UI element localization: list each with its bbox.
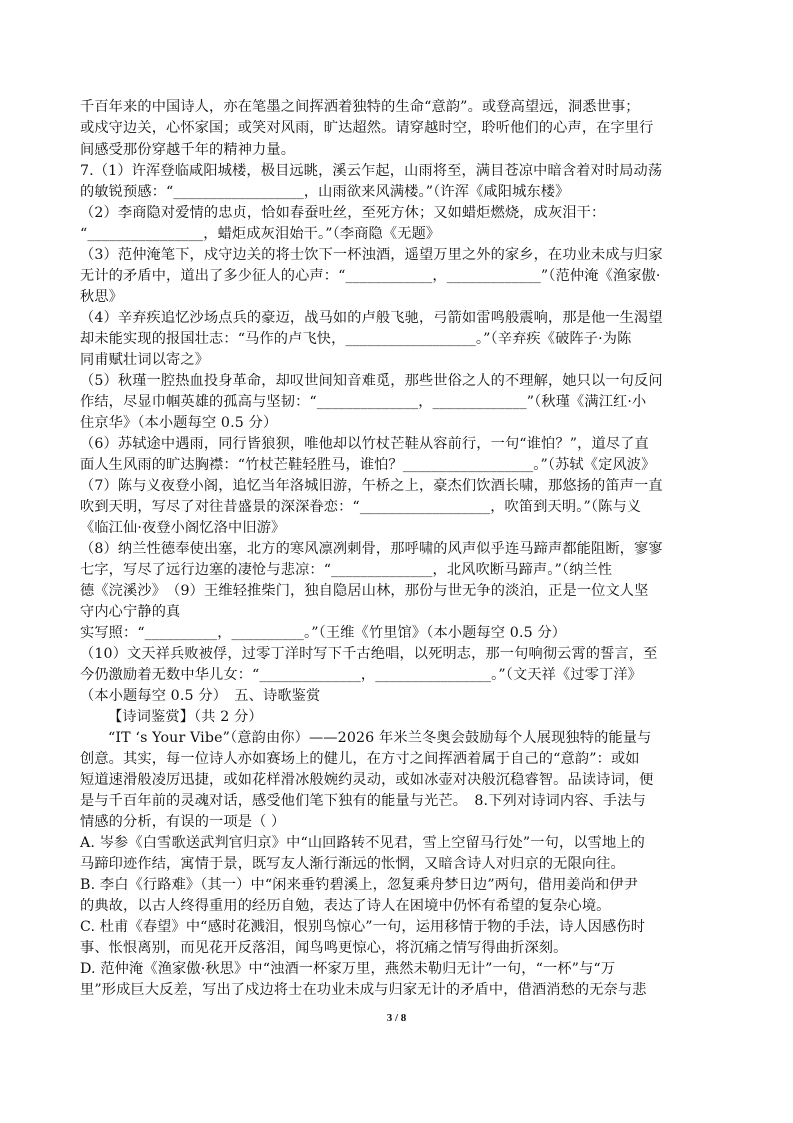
- text-line: 是与千百年前的灵魂对话，感受他们笔下独有的能量与光芒。 8.下列对诗词内容、手法与: [80, 793, 646, 809]
- text-line: 面人生风雨的旷达胸襟：“竹杖芒鞋轻胜马，谁怕？__________________。”（苏轼《定风波》: [80, 457, 656, 473]
- text-line: 同甫赋壮词以寄之》: [80, 352, 210, 368]
- text-line: （4）辛弃疾追忆沙场点兵的豪迈，战马如的卢般飞驰，弓箭如雷鸣般震响，那是他一生渴望: [80, 310, 663, 326]
- text-line: 作结，尽显巾帼英雄的孤高与坚韧：“______________，_____________”（秋瑾《满江红·小: [80, 394, 647, 410]
- text-line: 间感受那份穿越千年的精神力量。: [80, 142, 296, 158]
- text-line: 七字，写尽了远行边塞的凄怆与悲凉：“______________，北风吹断马蹄声。”（纳兰性: [80, 562, 613, 578]
- text-line: （8）纳兰性德奉使出塞，北方的寒风凛冽刺骨，那呼啸的风声似乎连马蹄声都能阻断，寥寥: [80, 541, 663, 557]
- text-line: 实写照：“__________，__________。”（王维《竹里馆》（本小题每空 0.5 分）: [80, 625, 567, 641]
- text-line: 的典故，以古人终得重用的经历自勉，表达了诗人在困境中仍怀有希望的复杂心境。: [80, 898, 611, 914]
- text-line: （10）文天祥兵败被俘，过零丁洋时写下千古绝唱，以死明志，那一句响彻云霄的誓言，至: [80, 646, 658, 662]
- text-line: 《临江仙·夜登小阁忆洛中旧游》: [80, 520, 286, 536]
- text-line: 里”形成巨大反差，写出了戍边将士在功业未成与归家无计的矛盾中，借酒消愁的无奈与悲: [80, 982, 647, 998]
- text-line: （3）范仲淹笔下，戍守边关的将士饮下一杯浊酒，遥望万里之外的家乡，在功业未成与归家: [80, 247, 663, 263]
- text-line: 今仍激励着无数中华儿女：“______________，________________。”（文天祥《过零丁洋》: [80, 667, 643, 683]
- text-line: （2）李商隐对爱情的忠贞，恰如春蚕吐丝，至死方休；又如蜡炬燃烧，成灰泪干：: [80, 205, 606, 221]
- text-line: （6）苏轼途中遇雨，同行皆狼狈，唯他却以竹杖芒鞋从容前行，一句“谁怕？”，道尽了直: [80, 436, 649, 452]
- text-line: 吹到天明，写尽了对往昔盛景的深深眷恋：“__________________，吹笛到天明。”（陈与义: [80, 499, 642, 515]
- text-line: 守内心宁静的真: [80, 604, 181, 620]
- text-line: 7.（1）许浑登临咸阳城楼，极目远眺，溪云乍起，山雨将至，满目苍凉中暗含着对时局动荡: [80, 163, 663, 179]
- text-line: 马蹄印迹作结，寓情于景，既写友人渐行渐远的怅惘，又暗含诗人对归京的无限向往。: [80, 856, 625, 872]
- text-line: 事、怅恨离别，而见花开反落泪，闻鸟鸣更惊心，将沉痛之情写得曲折深刻。: [80, 940, 568, 956]
- text-line: 无计的矛盾中，道出了多少征人的心声：“____________，_____________”（范仲淹《渔家傲·: [80, 268, 661, 284]
- text-line: 却未能实现的报国壮志：“马作的卢飞快，__________________。”（辛弃疾《破阵子·为陈: [80, 331, 632, 347]
- text-line: 创意。其实，每一位诗人亦如赛场上的健儿，在方寸之间挥洒着属于自己的“意韵”：或如: [80, 751, 640, 767]
- option-b: B. 李白《行路难》（其一）中“闲来垂钓碧溪上，忽复乘舟梦日边”两句，借用姜尚和伊尹: [80, 877, 639, 893]
- text-line: 短道速滑般凌厉迅捷，或如花样滑冰般婉约灵动，或如冰壶对决般沉稳睿智。品读诗词，便: [80, 772, 654, 788]
- text-line: 千百年来的中国诗人，亦在笔墨之间挥洒着独特的生命“意韵”。或登高望远，洞悉世事；: [80, 99, 640, 115]
- page-number: 3 / 8: [386, 1012, 407, 1024]
- text-line: 秋思》: [80, 289, 124, 305]
- text-line: （5）秋瑾一腔热血投身革命，却叹世间知音难觅，那些世俗之人的不理解，她只以一句反问: [80, 373, 663, 389]
- section-heading: 【诗词鉴赏】（共 2 分）: [108, 709, 263, 725]
- text-line: 德《浣溪沙》 （9）王维轻推柴门，独自隐居山林，那份与世无争的淡泊，正是一位文人坚: [80, 583, 649, 599]
- text-line: （本小题每空 0.5 分） 五、诗歌鉴赏: [80, 688, 321, 704]
- option-d: D. 范仲淹《渔家傲·秋思》中“浊酒一杯家万里，燕然未勒归无计”一句，“一杯”与“万: [80, 961, 616, 977]
- text-line: “________________，蜡炬成灰泪始干。”（李商隐《无题》: [80, 226, 441, 242]
- text-line: 住京华》（本小题每空 0.5 分）: [80, 415, 278, 431]
- option-a: A. 岑参《白雪歌送武判官归京》中“山回路转不见君，雪上空留马行处”一句，以雪地上的: [80, 835, 646, 851]
- text-line: “IT ‘s Your Vibe”（意韵由你）——2026 年米兰冬奥会鼓励每个人展现独特的能量与: [108, 730, 652, 746]
- text-line: 的敏锐预感：“__________________，山雨欲来风满楼。”（许浑《咸阳城东楼》: [80, 184, 570, 200]
- text-line: 情感的分析，有误的一项是（ ）: [80, 814, 286, 830]
- option-c: C. 杜甫《春望》中“感时花溅泪，恨别鸟惊心”一句，运用移情于物的手法，诗人因感伤时: [80, 919, 646, 935]
- text-line: 或戍守边关，心怀家国；或笑对风雨，旷达超然。请穿越时空，聆听他们的心声，在字里行: [80, 120, 654, 136]
- text-line: （7）陈与义夜登小阁，追忆当年洛城旧游，午桥之上，豪杰们饮酒长啸，那悠扬的笛声一直: [80, 478, 663, 494]
